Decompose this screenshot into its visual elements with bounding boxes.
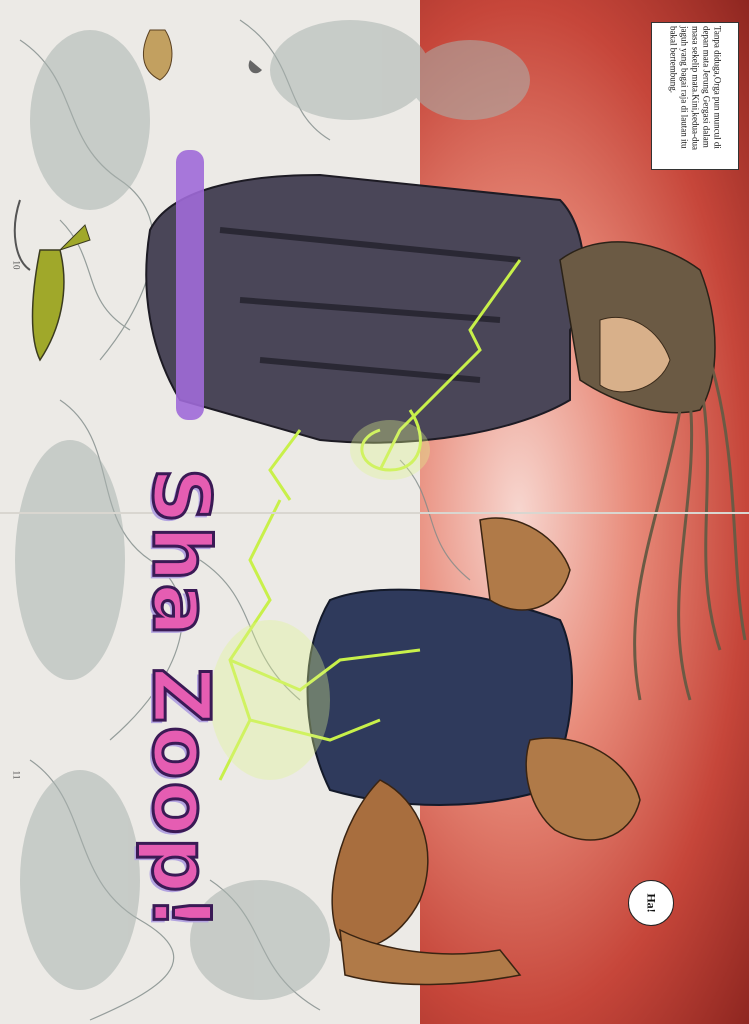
jerung-gergasi-figure (308, 518, 641, 984)
page-number-left: 10 (11, 260, 22, 270)
caption-text: Tanpa diduga,Orga pun muncul di depan mata Jerung Gergasi dalam masa sekelip mata.Kini,kedua-dua jaguh yang bagai raja di lautan itu bakal bertembung. (668, 26, 723, 150)
speech-bubble-text: Ha! (644, 893, 659, 913)
sound-effect-text: Sha Zoop! (135, 467, 225, 933)
narration-caption (651, 22, 739, 170)
wave-shading (15, 20, 530, 1000)
speech-bubble (628, 880, 674, 926)
purple-speed-streak (176, 150, 204, 420)
page-gutter (0, 512, 749, 514)
page-number-right: 11 (11, 770, 22, 780)
